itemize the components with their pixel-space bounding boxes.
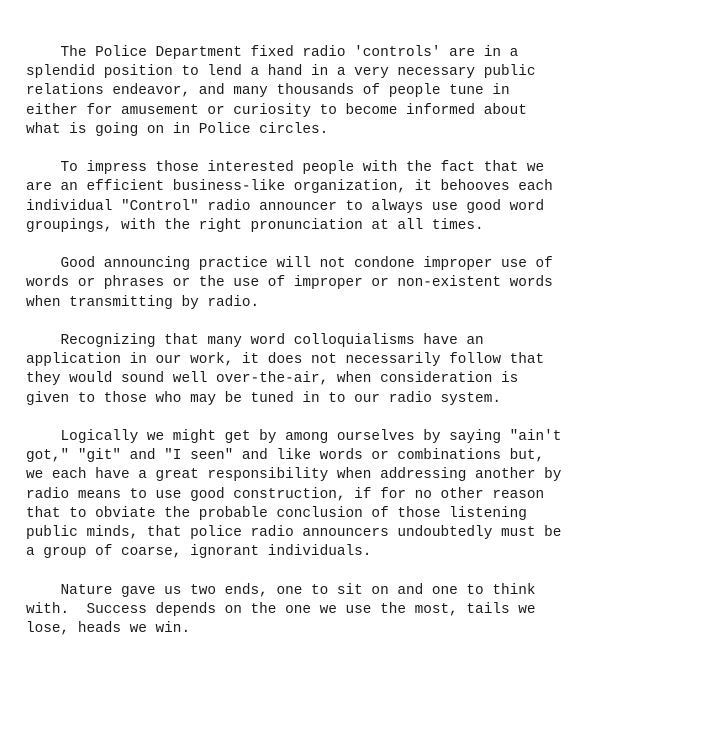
text-line: they would sound well over-the-air, when consideration is [26, 371, 519, 388]
document-body [26, 44, 696, 658]
text-line: Recognizing that many word colloquialisms have an [26, 333, 484, 349]
text-line: groupings, with the right pronunciation at all times. [26, 217, 484, 234]
text-line: Nature gave us two ends, one to sit on and one to think [26, 582, 536, 599]
paragraph-2 [26, 159, 696, 236]
text-line: a group of coarse, ignorant individuals. [26, 544, 372, 561]
paragraph-5 [26, 428, 696, 562]
text-line: when transmitting by radio. [26, 294, 260, 311]
text-line: Logically we might get by among ourselves by saying "ain't [26, 429, 562, 445]
paragraph-1 [26, 44, 696, 140]
text-line: The Police Department fixed radio 'controls' are in a [26, 45, 519, 61]
text-line: application in our work, it does not necessarily follow that [26, 352, 545, 369]
paragraph-6 [26, 582, 696, 640]
text-line: radio means to use good construction, if for no other reason [26, 486, 545, 503]
text-line: individual "Control" radio announcer to always use good word [26, 198, 545, 215]
paragraph-4 [26, 332, 696, 409]
text-line: got," "git" and "I seen" and like words or combinations but, [26, 448, 545, 465]
text-line: words or phrases or the use of improper or non-existent words [26, 275, 553, 292]
text-line: Good announcing practice will not condone improper use of [26, 256, 553, 273]
text-line: given to those who may be tuned in to our radio system. [26, 390, 501, 407]
text-line: with. Success depends on the one we use the most, tails we [26, 601, 536, 618]
text-line: splendid position to lend a hand in a very necessary public [26, 64, 536, 81]
text-line: we each have a great responsibility when addressing another by [26, 467, 562, 484]
text-line: lose, heads we win. [26, 621, 191, 638]
text-line: are an efficient business-like organization, it behooves each [26, 179, 553, 196]
text-line: what is going on in Police circles. [26, 121, 329, 138]
text-line: that to obviate the probable conclusion of those listening [26, 505, 527, 522]
paragraph-3 [26, 255, 696, 313]
text-line: either for amusement or curiosity to become informed about [26, 102, 527, 119]
text-line: relations endeavor, and many thousands of people tune in [26, 83, 510, 100]
text-line: To impress those interested people with the fact that we [26, 160, 545, 177]
text-line: public minds, that police radio announcers undoubtedly must be [26, 525, 562, 542]
